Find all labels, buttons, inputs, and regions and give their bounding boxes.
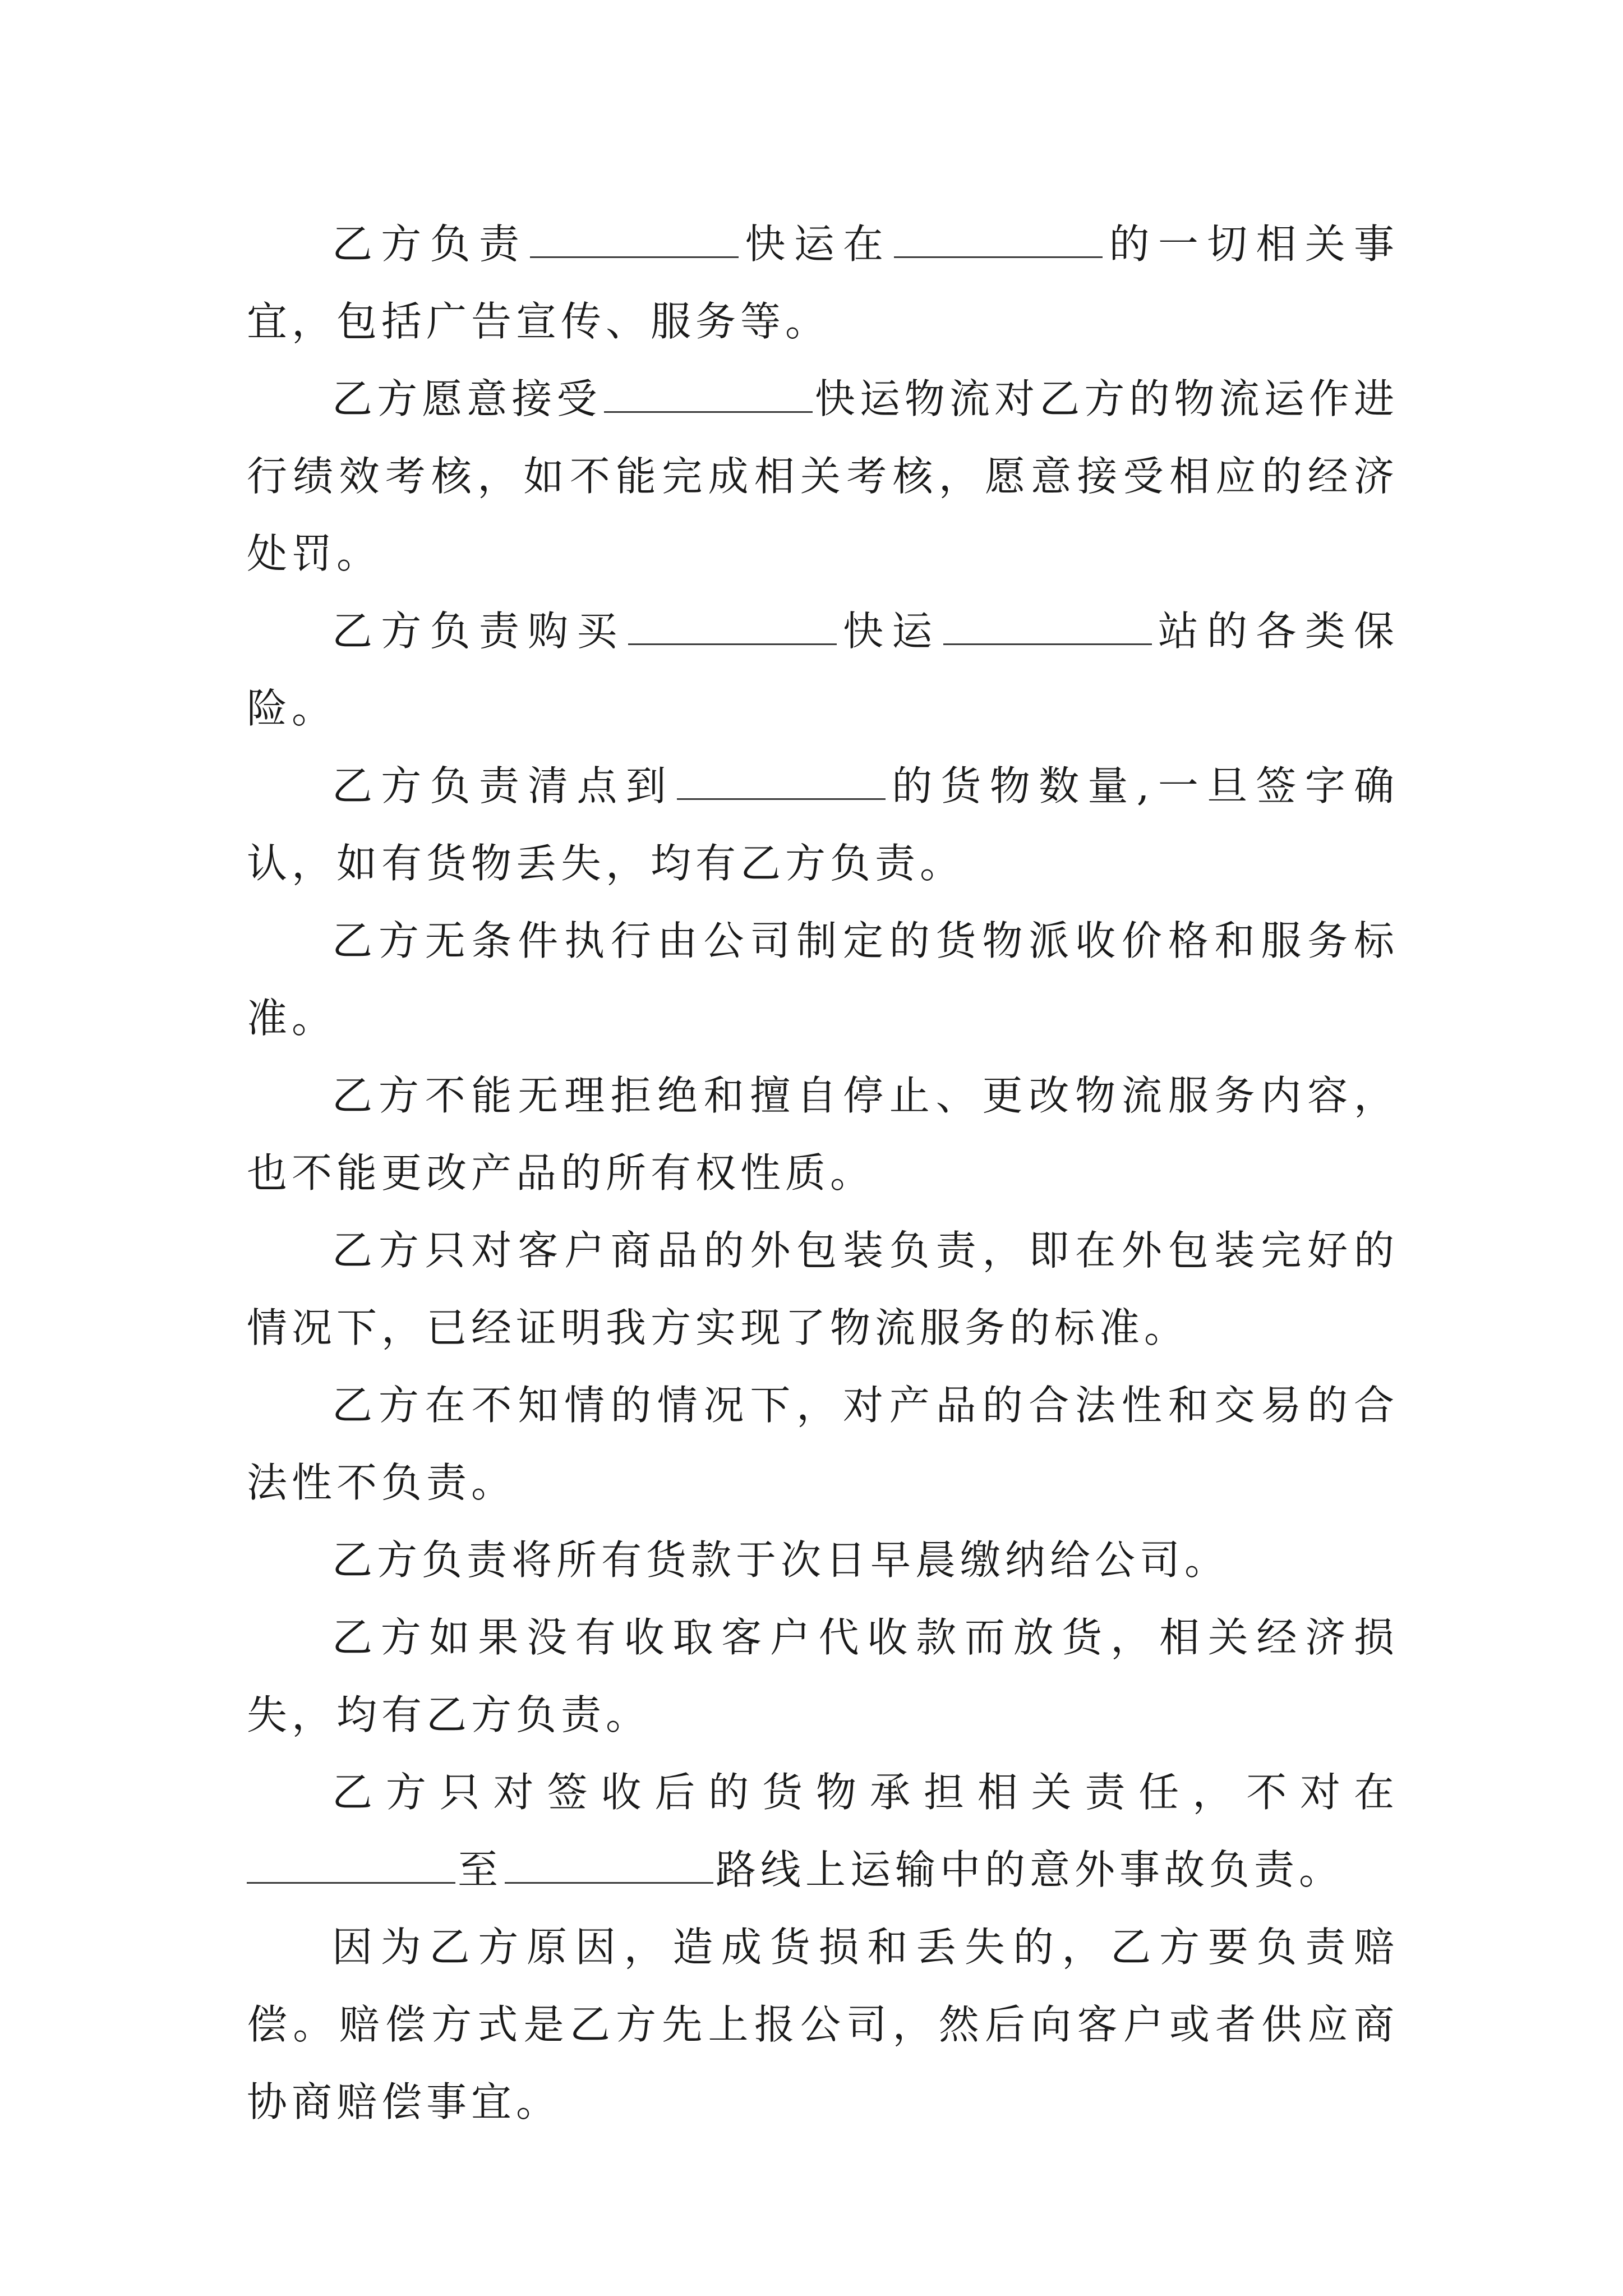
paragraph-6 bbox=[247, 1057, 1399, 1212]
paragraph-9 bbox=[247, 1521, 1399, 1599]
paragraph-text: 乙方负责 bbox=[332, 220, 528, 268]
paragraph-text: 乙方在不知情的情况下，对产品的合法性和交易的合法性不负责。 bbox=[247, 1382, 1399, 1506]
fill-in-blank bbox=[604, 410, 813, 413]
fill-in-blank bbox=[530, 255, 739, 258]
fill-in-blank bbox=[894, 255, 1103, 258]
paragraph-text: 快运在 bbox=[741, 220, 892, 268]
paragraph-text: 路线上运输中的意外事故负责。 bbox=[716, 1846, 1344, 1893]
paragraph-text: 乙方不能无理拒绝和擅自停止、更改物流服务内容，也不能更改产品的所有权性质。 bbox=[247, 1072, 1399, 1197]
paragraph-text: 因为乙方原因，造成货损和丢失的，乙方要负责赔偿。赔偿方式是乙方先上报公司，然后向客户或者供应商协商赔偿事宜。 bbox=[247, 1924, 1399, 2125]
paragraph-text: 的一切相关事宜，包括广告宣传、服务等。 bbox=[247, 220, 1399, 345]
paragraph-8 bbox=[247, 1366, 1399, 1521]
paragraph-text: 乙方负责购买 bbox=[332, 608, 626, 655]
paragraph-text: 乙方只对客户商品的外包装负责，即在外包装完好的情况下，已经证明我方实现了物流服务的标准。 bbox=[247, 1227, 1399, 1351]
paragraph-text: 乙方负责将所有货款于次日早晨缴纳给公司。 bbox=[332, 1536, 1230, 1584]
paragraph-4 bbox=[247, 747, 1399, 902]
paragraph-text: 快运物流对乙方的物流运作进行绩效考核，如不能完成相关考核，愿意接受相应的经济处罚。 bbox=[247, 375, 1399, 577]
paragraph-5 bbox=[247, 902, 1399, 1057]
paragraph-2 bbox=[247, 360, 1399, 592]
paragraph-3 bbox=[247, 592, 1399, 747]
paragraph-text: 乙方负责清点到 bbox=[332, 762, 675, 809]
fill-in-blank bbox=[247, 1881, 455, 1884]
paragraph-text: 至 bbox=[458, 1846, 503, 1893]
paragraph-text: 站的各类保险。 bbox=[247, 608, 1399, 732]
paragraph-text: 的货物数量,一旦签字确认，如有货物丢失，均有乙方负责。 bbox=[247, 762, 1399, 887]
paragraph-text: 乙方愿意接受 bbox=[332, 375, 602, 422]
fill-in-blank bbox=[943, 642, 1152, 645]
paragraph-text: 乙方只对签收后的货物承担相关责任，不对在 bbox=[332, 1769, 1399, 1816]
paragraph-1 bbox=[247, 205, 1399, 360]
fill-in-blank bbox=[628, 642, 837, 645]
paragraph-text: 乙方无条件执行由公司制定的货物派收价格和服务标准。 bbox=[247, 917, 1399, 1042]
paragraph-11 bbox=[247, 1754, 1399, 1908]
paragraph-text: 乙方如果没有收取客户代收款而放货，相关经济损失，均有乙方负责。 bbox=[247, 1614, 1399, 1738]
paragraph-7 bbox=[247, 1212, 1399, 1366]
document-body bbox=[247, 205, 1399, 2141]
fill-in-blank bbox=[505, 1881, 713, 1884]
paragraph-12 bbox=[247, 1908, 1399, 2141]
paragraph-10 bbox=[247, 1599, 1399, 1754]
paragraph-text: 快运 bbox=[838, 608, 941, 655]
fill-in-blank bbox=[677, 797, 886, 800]
